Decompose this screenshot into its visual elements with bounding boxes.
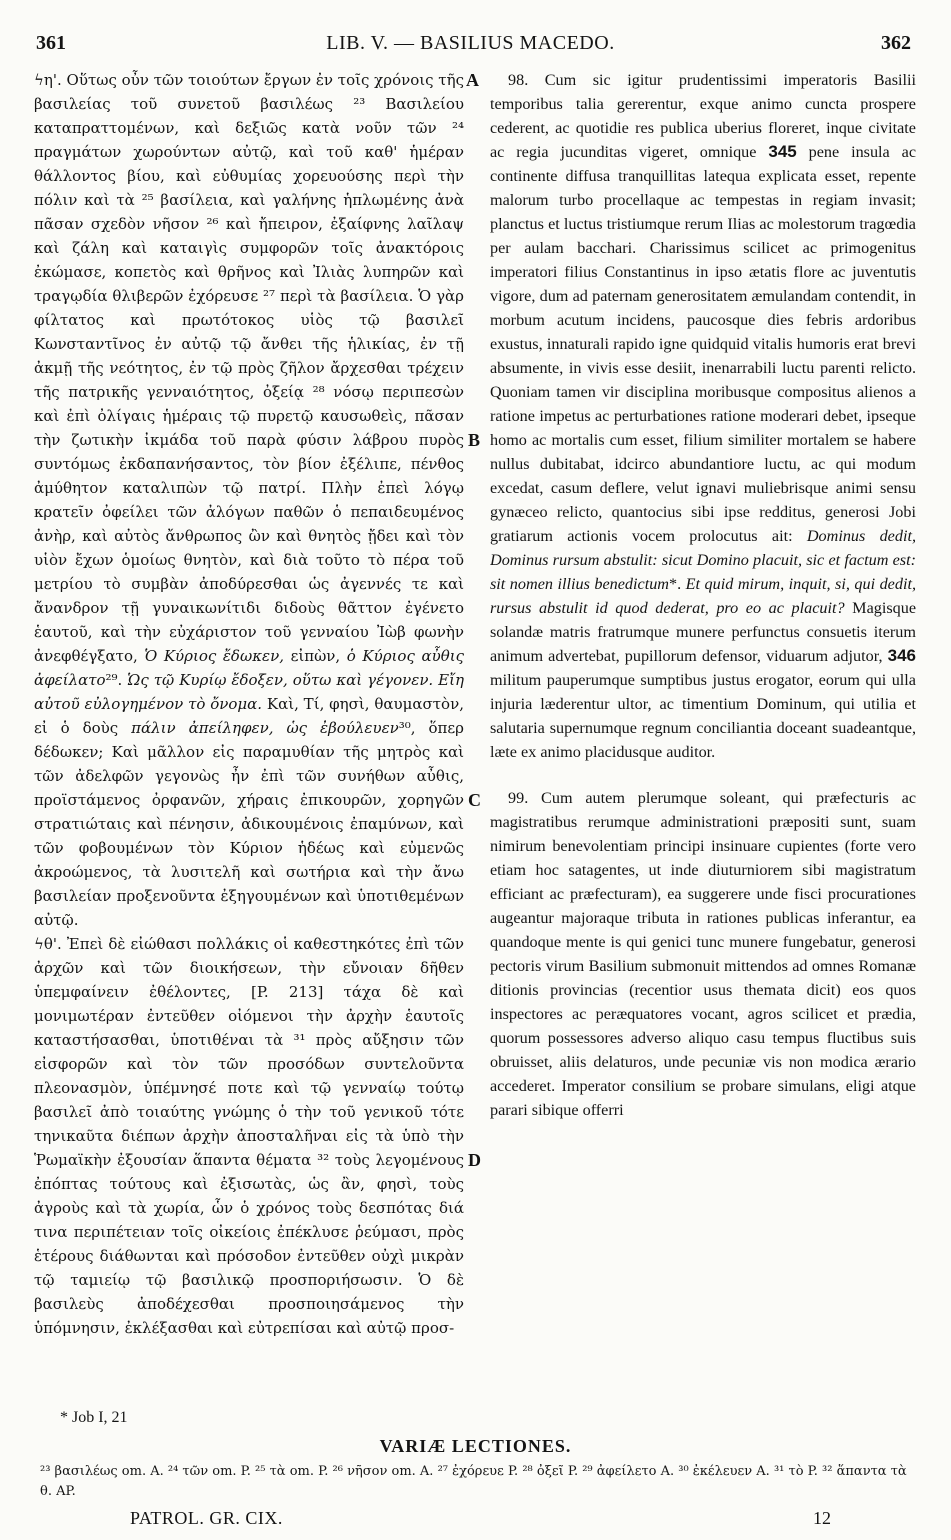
running-title: LIB. V. — BASILIUS MACEDO. (326, 32, 615, 54)
greek-quote: πάλιν ἀπείληφεν, ὡς ἐβούλευεν (131, 719, 399, 737)
column-number-346: 346 (887, 646, 916, 665)
greek-text: ϟη'. Οὕτως οὖν τῶν τοιούτων ἔργων ἐν τοῖς χρόνοις τῆς βασιλείας τοῦ συνετοῦ βασιλέως ²³ Βασιλείου καταπραττομένων, καὶ δεξιῶς κατὰ νοῦν τῶν ²⁴ πραγμάτων χωρούντων αὐτῷ, καὶ τοῦ καθ' ἡμέραν θάλλοντος βίου, καὶ εὐθυμίας χορευούσης περὶ τὴν πόλιν καὶ τὰ ²⁵ βασίλεια, καὶ γαλήνης ἡπλωμένης ἀνὰ πᾶσαν σχεδὸν νῆσον ²⁶ καὶ ἤπειρον, ἐξαίφνης λαῖλαψ καὶ ζάλη καὶ καταιγὶς συμφορῶν τοῖς ἀνακτόροις ἐκώμασε, κοπετὸς καὶ θρῆνος καὶ Ἰλιὰς λυπηρῶν καὶ τραγῳδία θλιβερῶν ἐχόρευσε ²⁷ περὶ τὰ βασίλεια. Ὁ γὰρ φίλτατος καὶ πρωτότοκος υἱὸς τῷ βασιλεῖ Κωνσταντῖνος ἐν αὐτῷ τῷ ἄνθει τῆς ἡλικίας, ἐν τῇ ἀκμῇ τῆς νεότητος, ἐν τῷ πρὸς ζῆλον ἄρχεσθαι τρέχειν τῆς πατρικῆς γενναιότητος, ὀξείᾳ ²⁸ νόσῳ περιπεσὼν καὶ ἐπὶ ὀλίγαις ἡμέραις τῷ πυρετῷ καυσωθεὶς, πᾶσαν τὴν ζωτικὴν ἰκμάδα τοῦ παρὰ φύσιν λάβρου πυρὸς συντόμως ἐκδαπανήσαντος, τὸν βίον ἐξέλιπε, πένθος ἀμύθητον καταλιπὼν τῷ πατρί. Πλὴν ἐπεὶ λόγῳ κρατεῖν ὀφείλει τῶν ἀλόγων παθῶν ὁ πεπαιδευμένος ἀνὴρ, καὶ αὐτὸς ἄνθρωπος ὢν καὶ θνητὸς ᾔδει καὶ τὸν υἱὸν ἔχων ὁμοίως θνητὸν, καὶ διὰ τοῦτο τὸ πέρα τοῦ μετρίου τὸ συμβὰν ἀποδύρεσθαι ὡς ἀγεννές τε καὶ ἄνανδρον τῇ γυναικωνίτιδι διδοὺς θᾶττον ἐγένετο ἑαυτοῦ, καὶ τὴν εὐχάριστον τοῦ γενναίου Ἰὼβ φωνὴν ἀνεφθέγξατο, (34, 71, 464, 665)
greek-column (34, 68, 464, 1416)
greek-text: Καὶ, Τί, φησὶ, θαυμαστὸν, εἰ ὁ δοὺς (34, 695, 464, 737)
greek-quote: Ὡς τῷ Κυρίῳ ἔδοξεν, οὕτω καὶ γέγονεν. Εἴη αὐτοῦ εὐλογημένον τὸ ὄνομα. (34, 671, 464, 713)
footnote: * Job I, 21 (60, 1409, 128, 1426)
page-footer (130, 1508, 831, 1532)
volume-label: PATROL. GR. CIX. (130, 1508, 283, 1528)
page-number-right: 362 (881, 32, 911, 54)
greek-quote: Ὁ Κύριος ἔδωκεν, (144, 647, 284, 665)
greek-text: ²⁹. (105, 671, 123, 689)
greek-text: εἰπὼν, (290, 647, 341, 665)
latin-chapter-98 (490, 68, 916, 764)
page-header (30, 32, 911, 62)
latin-text: militum pauperumque sumptibus justus erogator, eorum qui ulla injuria læderentur ultor, ac timentium Dominum, qui utilia et salutaria supernumque regnum conciliantia doceant suadeantque, læte ex animo placidusque auditor. (490, 671, 916, 761)
latin-column (490, 68, 916, 1416)
greek-quote: ὁ Κύριος αὖθις ἀφείλατο (34, 647, 464, 689)
margin-mark-c: C (468, 790, 481, 810)
margin-mark-d: D (468, 1150, 481, 1170)
page-number-left: 361 (36, 32, 66, 54)
signature-number: 12 (813, 1508, 831, 1528)
greek-text: ³⁰, ὅπερ δέδωκεν; Καὶ μᾶλλον εἰς παραμυθίαν τῆς μητρὸς καὶ τῶν ἀδελφῶν γεγονὼς ἦν ἐπὶ τῶν συνήθων αὖθις, προϊστάμενος ὀρφανῶν, χήραις ἐπικουρῶν, χορηγῶν στρατιώταις καὶ πένησιν, ἀδικουμένοις ἐπαμύνων, καὶ τῶν φοβουμένων τὸν Κύριον ἡδέως καὶ εὐμενῶς ἀκροώμενος, τὰ λυσιτελῆ καὶ σωτήρια καὶ τὴν ἄνω βασιλείαν προξενοῦντα ἐξηγουμένων καὶ ὑποτιθεμένων αὐτῷ. (34, 719, 464, 929)
margin-mark-b: B (468, 430, 481, 450)
latin-text: pene insula ac continente diffusa tranquillitas latequa explicata esset, repente malorum turbo procellaque ac tempestas in regiam invasit; planctus et luctus tristiumque rerum Ilias ac molestorum tragœdia per aulam bacchari. Charissimus scilicet ac primogenitus imperatori filius Constantinus in ipso ætatis flore ac juventutis vigore, dum ad paternam generositatem æmulandam contendit, in morbum acutum incidens, paucosque dies febris ardoribus exustus, innaturali rapido igne quidquid vitalis humoris erat brevi absumente, in vivis esse desiit, inenarrabili luctu parenti relicto. Quoniam tamen vir disciplina moribusque compositus alienos a ratione impetus ac perturbationes ratione moderari debet, ipseque homo ac mortalis cum esset, filium similiter mortalem se habere nullus dubitabat, idcirco abundantiore luctu, ac qui modum excedat, casum deflere, velut ignavi muliebrisque animi sensu gynæceo relicto, quantocius sibi ipse redditus, generosi Jobi gratiarum actionis vocem prolocutus ait: (490, 143, 916, 545)
greek-chapter-98 (34, 68, 464, 932)
variae-lectiones-title: VARIÆ LECTIONES. (379, 1436, 572, 1456)
greek-chapter-99 (34, 932, 464, 1340)
latin-chapter-99 (490, 786, 916, 1122)
margin-mark-a: A (466, 70, 479, 90)
latin-text: 99. Cum autem plerumque soleant, qui præfecturis ac magistratibus rerumque administrationi præpositi sunt, suam nimirum benevolentiam principi insinuare cupientes (forte vero etiam hoc satagentes, ut inde diuturniorem sibi magistratum efficiant ac præfecturam), ea suggerere unde fisci procurationes augeantur majoraque tributa in rationes publicas inferantur, ea quandoque mente is qui genici tunc munere fungebatur, generosi pectoris virum Basilium submonuit mittendos ad omnes Romanæ ditionis provincias (recentior usus themata dicit) eos quos inspectores ac peræquatores vocant, agros scilicet et prædia, quorum possessores adverso aliquo casu tempus fluctibus suis obruisset, aliis delaturos, unde pecuniæ vis non modica ærario accederet. Imperator consilium se probare simulans, eligi atque parari sibique offerri (490, 789, 916, 1119)
latin-quote: Dominus dedit, Dominus rursum abstulit: sicut Domino placuit, sic et factum est: sit nomen illius benedictum (490, 527, 916, 593)
latin-text: 98. Cum sic igitur prudentissimi imperatoris Basilii temporibus talia gererentur, exque animo cuncta prospere cederent, ac quotidie res publica uberius floreret, inque civitate ac regia jucunditas vigeret, omnique (490, 71, 916, 161)
latin-text: Magisque solandæ matris fratrumque munere perfunctus consuetis iterum animum advertebat, pupillorum defensor, viduarum adjutor, (490, 599, 916, 665)
column-number-345: 345 (768, 142, 797, 161)
greek-text: ϟθ'. Ἐπεὶ δὲ εἰώθασι πολλάκις οἱ καθεστηκότες ἐπὶ τῶν ἀρχῶν καὶ τῶν διοικήσεων, τὴν εὔνοιαν δῆθεν ὑπεμφαίνειν ἐθέλοντες, [P. 213] τάχα δὲ καὶ μονιμωτέραν ἐντεῦθεν οἰόμενοι τὴν ἀρχὴν ἑαυτοῖς καταστήσασθαι, ὑποτιθέναι τὰ ³¹ πρὸς αὔξησιν τῶν εἰσφορῶν καὶ τὸν τῶν προσόδων συντελοῦντα πλεονασμὸν, ὑπέμνησέ ποτε καὶ τῷ γενναίῳ τούτῳ βασιλεῖ ἀπὸ τοιαύτης γνώμης ὁ τὴν τοῦ γενικοῦ τότε τηνικαῦτα διέπων ἀρχὴν ἀποσταλῆναι εἰς τὰ ὑπὸ τὴν Ῥωμαϊκὴν ἐξουσίαν ἅπαντα θέματα ³² τοὺς λεγομένους ἐπόπτας τούτους καὶ ἐξισωτὰς, ὡς ἂν, φησὶ, τοὺς ἀγροὺς καὶ τὰ χωρία, ὧν ὁ χρόνος τοὺς δεσπότας διά τινα περιπέτειαν τοῖς οἰκείοις ἐπέκλυσε ῥεύμασι, πρὸς ἑτέρους διάθωνται καὶ πρόσοδον ἐντεῦθεν οὐχὶ μικρὰν τῷ ταμιείῳ τῷ βασιλικῷ προσποριήσωσιν. Ὁ δὲ βασιλεὺς ἀποδέχεσθαι προσποιησάμενος τὴν ὑπόμνησιν, ἐκλέξασθαι καὶ εὐτρεπίσαι καὶ αὐτῷ προσ- (34, 935, 464, 1337)
variae-lectiones-text: ²³ βασιλέως om. A. ²⁴ τῶν om. P. ²⁵ τὰ om. P. ²⁶ νῆσον om. A. ²⁷ ἐχόρευε P. ²⁸ ὀξεῖ P. ²⁹ ἀφείλετο A. ³⁰ ἐκέλευεν A. ³¹ τὸ P. ³² ἅπαντα τὰ θ. AP. (40, 1464, 907, 1499)
latin-text: *. (669, 575, 682, 593)
latin-quote: Et quid mirum, inquit, si, qui dedit, rursus abstulit id quod dederat, pro eo ac placuit? (490, 575, 916, 617)
